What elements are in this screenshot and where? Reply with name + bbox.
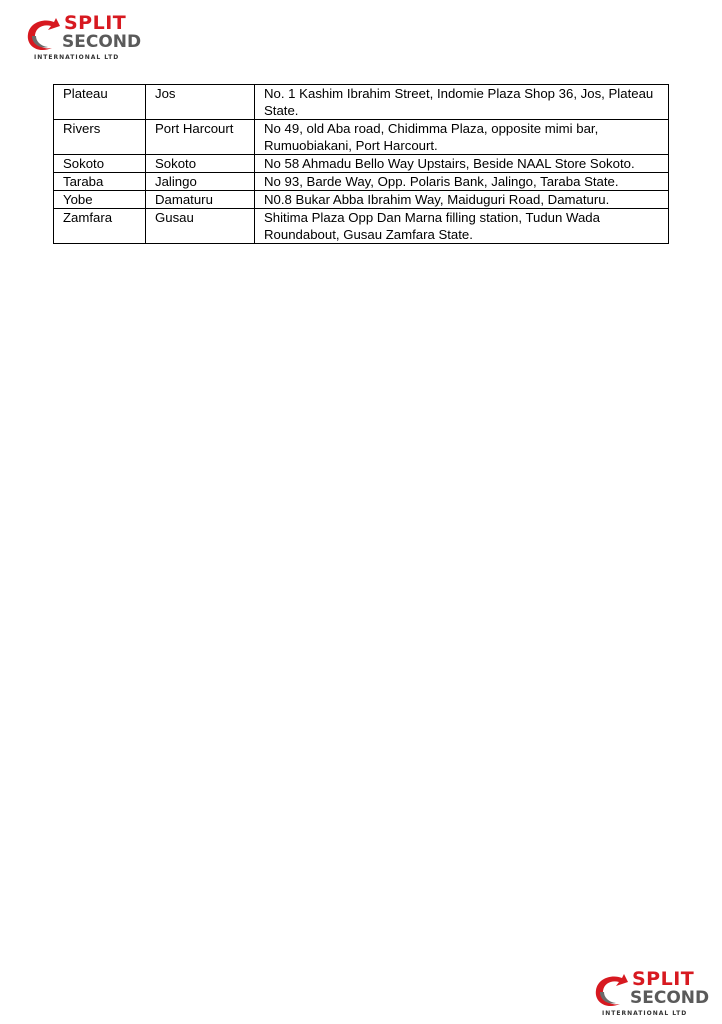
city-cell: Jos bbox=[146, 85, 255, 120]
address-cell: No 58 Ahmadu Bello Way Upstairs, Beside NAAL Store Sokoto. bbox=[255, 155, 669, 173]
city-cell: Port Harcourt bbox=[146, 120, 255, 155]
address-cell: N0.8 Bukar Abba Ibrahim Way, Maiduguri Road, Damaturu. bbox=[255, 191, 669, 209]
state-cell: Plateau bbox=[54, 85, 146, 120]
state-cell: Sokoto bbox=[54, 155, 146, 173]
logo-word-split: SPLIT bbox=[632, 968, 695, 990]
table-row bbox=[54, 155, 669, 173]
logo-word-second: SECOND bbox=[62, 32, 142, 52]
state-cell: Rivers bbox=[54, 120, 146, 155]
city-cell: Jalingo bbox=[146, 173, 255, 191]
city-cell: Sokoto bbox=[146, 155, 255, 173]
table-row bbox=[54, 85, 669, 120]
state-cell: Taraba bbox=[54, 173, 146, 191]
table-row bbox=[54, 191, 669, 209]
swoosh-arrow-icon bbox=[592, 972, 632, 1010]
swoosh-arrow-icon bbox=[24, 16, 64, 54]
office-address-table bbox=[53, 84, 669, 244]
address-cell: No 93, Barde Way, Opp. Polaris Bank, Jalingo, Taraba State. bbox=[255, 173, 669, 191]
state-cell: Yobe bbox=[54, 191, 146, 209]
address-cell: No 49, old Aba road, Chidimma Plaza, opposite mimi bar, Rumuobiakani, Port Harcourt. bbox=[255, 120, 669, 155]
state-cell: Zamfara bbox=[54, 209, 146, 244]
table-row bbox=[54, 173, 669, 191]
logo-word-second: SECOND bbox=[630, 988, 710, 1008]
table-row bbox=[54, 120, 669, 155]
address-cell: Shitima Plaza Opp Dan Marna filling station, Tudun Wada Roundabout, Gusau Zamfara State. bbox=[255, 209, 669, 244]
city-cell: Gusau bbox=[146, 209, 255, 244]
header-logo bbox=[24, 14, 144, 64]
city-cell: Damaturu bbox=[146, 191, 255, 209]
logo-word-split: SPLIT bbox=[64, 12, 127, 34]
footer-logo bbox=[592, 970, 712, 1020]
logo-tagline: INTERNATIONAL LTD bbox=[602, 1010, 688, 1017]
table-row bbox=[54, 209, 669, 244]
logo-tagline: INTERNATIONAL LTD bbox=[34, 54, 120, 61]
address-cell: No. 1 Kashim Ibrahim Street, Indomie Plaza Shop 36, Jos, Plateau State. bbox=[255, 85, 669, 120]
